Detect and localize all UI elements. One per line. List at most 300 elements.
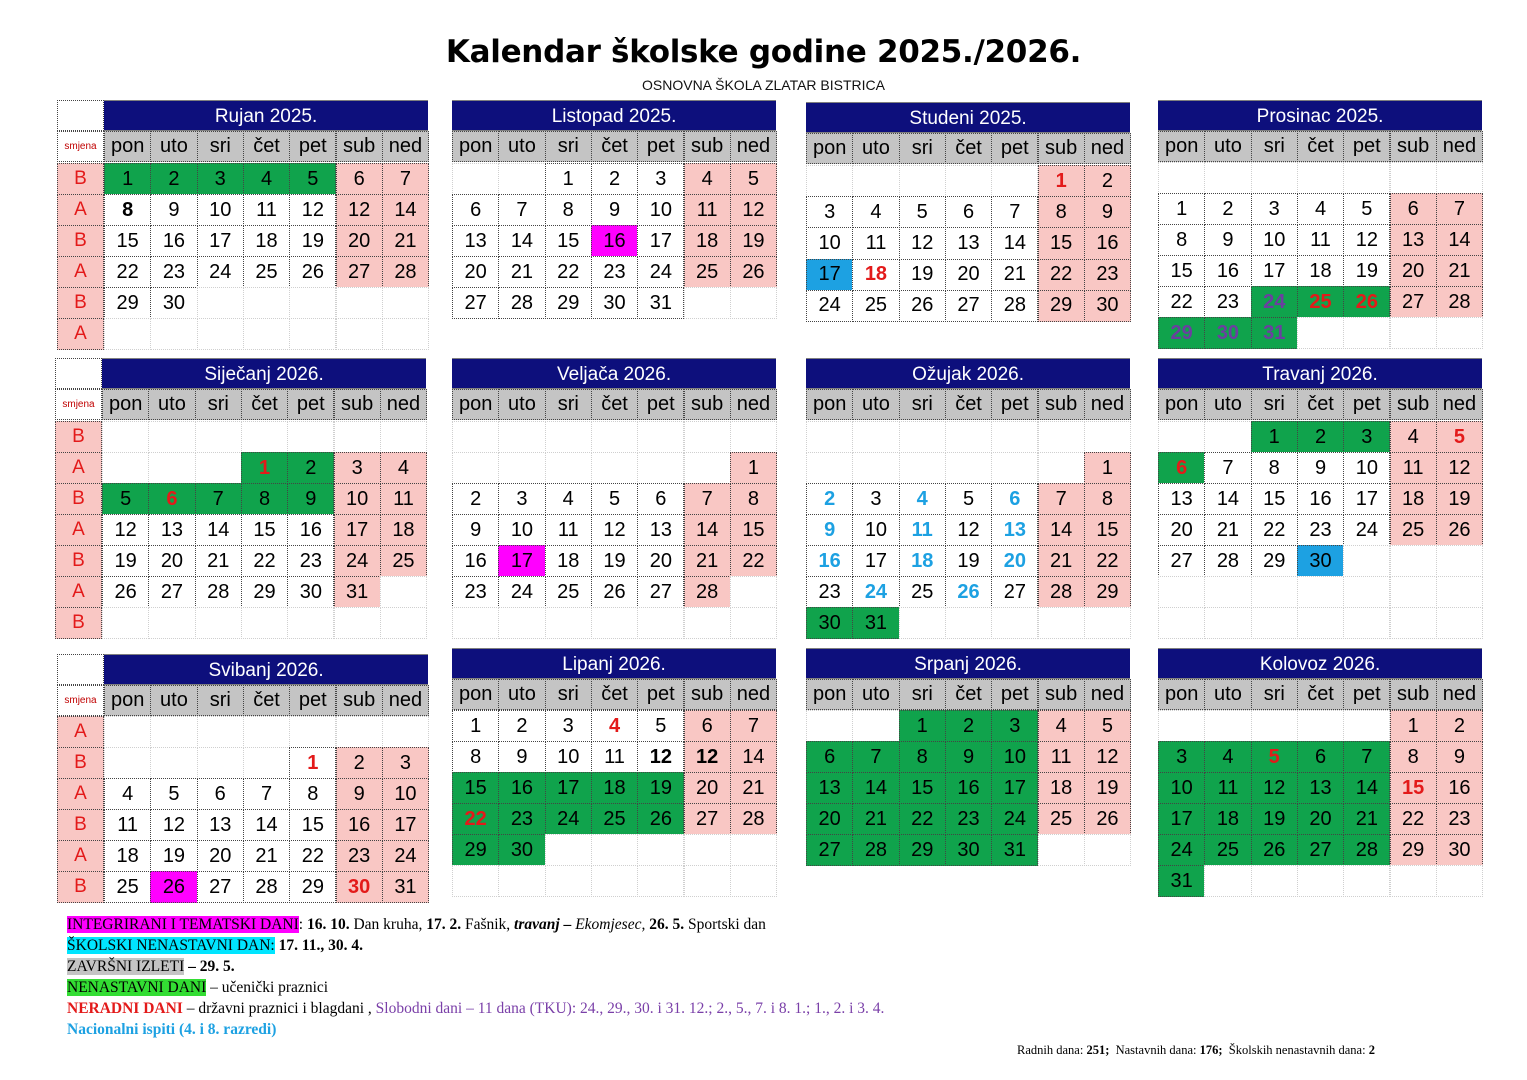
day-cell: 6 — [197, 778, 244, 810]
day-cell: 19 — [730, 225, 777, 257]
day-cell: 5 — [289, 163, 336, 195]
empty-cell — [334, 421, 381, 453]
day-cell: 14 — [730, 741, 777, 773]
day-cell: 31 — [382, 871, 429, 903]
day-cell: 30 — [150, 287, 197, 319]
shift-header: smjena — [55, 389, 102, 420]
empty-cell — [1297, 576, 1344, 608]
day-cell: 25 — [1297, 286, 1344, 318]
day-cell: 5 — [945, 483, 992, 515]
weekday-header: sub — [1038, 133, 1085, 164]
legend-text: Fašnik, — [461, 916, 515, 933]
day-cell: 17 — [1343, 483, 1390, 515]
day-cell: 28 — [498, 287, 545, 319]
weekday-header: sub — [1390, 131, 1437, 162]
empty-cell — [899, 607, 946, 639]
empty-cell — [243, 747, 290, 779]
empty-cell — [104, 747, 151, 779]
empty-cell — [1436, 545, 1483, 577]
weekday-header: pet — [991, 133, 1038, 164]
day-cell: 22 — [1038, 259, 1085, 291]
day-cell: 16 — [591, 225, 638, 257]
day-cell: 15 — [1390, 772, 1437, 804]
day-cell: 18 — [243, 225, 290, 257]
stats-value: 251 — [1086, 1043, 1106, 1057]
day-cell: 26 — [591, 576, 638, 608]
empty-cell — [382, 716, 429, 748]
day-cell: 28 — [1038, 576, 1085, 608]
day-cell: 17 — [1158, 803, 1205, 835]
day-cell: 30 — [498, 834, 545, 866]
day-cell: 2 — [287, 452, 334, 484]
day-cell: 1 — [1038, 165, 1085, 197]
day-cell: 8 — [545, 194, 592, 226]
weekday-header: pet — [1343, 389, 1390, 420]
empty-cell — [545, 834, 592, 866]
shift-corner — [57, 100, 104, 131]
day-cell: 10 — [1251, 224, 1298, 256]
empty-cell — [336, 716, 383, 748]
day-cell: 11 — [1204, 772, 1251, 804]
day-cell: 11 — [684, 194, 731, 226]
day-cell: 24 — [806, 290, 853, 322]
day-cell: 31 — [334, 576, 381, 608]
empty-cell — [1343, 576, 1390, 608]
weekday-header: sub — [684, 679, 731, 710]
day-cell: 18 — [1204, 803, 1251, 835]
empty-cell — [1084, 607, 1131, 639]
day-cell: 10 — [197, 194, 244, 226]
empty-cell — [452, 865, 499, 897]
empty-cell — [195, 607, 242, 639]
day-cell: 12 — [637, 741, 684, 773]
day-cell: 25 — [243, 256, 290, 288]
empty-cell — [334, 607, 381, 639]
day-cell: 23 — [806, 576, 853, 608]
empty-cell — [730, 421, 777, 453]
day-cell: 9 — [1297, 452, 1344, 484]
day-cell: 21 — [1204, 514, 1251, 546]
day-cell: 12 — [1343, 224, 1390, 256]
empty-cell — [336, 318, 383, 350]
weekday-header: čet — [243, 685, 290, 716]
empty-cell — [1297, 607, 1344, 639]
day-cell: 27 — [197, 871, 244, 903]
day-cell: 18 — [852, 259, 899, 291]
day-cell: 14 — [382, 194, 429, 226]
day-cell: 1 — [289, 747, 336, 779]
day-cell: 6 — [806, 741, 853, 773]
empty-cell — [806, 165, 853, 197]
stats-label: Radnih dana: — [1017, 1043, 1087, 1057]
day-cell: 21 — [498, 256, 545, 288]
shift-cell: A — [57, 778, 104, 810]
month-header: Travanj 2026. — [1158, 358, 1482, 389]
day-cell: 5 — [150, 778, 197, 810]
empty-cell — [591, 421, 638, 453]
day-cell: 19 — [1251, 803, 1298, 835]
empty-cell — [1343, 162, 1390, 194]
legend-national-exams — [67, 1021, 276, 1039]
day-cell: 5 — [1343, 193, 1390, 225]
day-cell: 17 — [334, 514, 381, 546]
day-cell: 17 — [1251, 255, 1298, 287]
legend-text: Dan kruha, — [349, 916, 427, 933]
empty-cell — [148, 421, 195, 453]
day-cell: 12 — [945, 514, 992, 546]
day-cell: 10 — [852, 514, 899, 546]
weekday-header: pon — [104, 685, 151, 716]
day-cell: 24 — [382, 840, 429, 872]
day-cell: 30 — [806, 607, 853, 639]
day-cell: 28 — [991, 290, 1038, 322]
day-cell: 22 — [1251, 514, 1298, 546]
day-cell: 8 — [1251, 452, 1298, 484]
day-cell: 6 — [1158, 452, 1205, 484]
day-cell: 4 — [1204, 741, 1251, 773]
day-cell: 14 — [684, 514, 731, 546]
stats-label: Nastavnih dana: — [1115, 1043, 1200, 1057]
day-cell: 9 — [452, 514, 499, 546]
day-cell: 21 — [991, 259, 1038, 291]
weekday-header: sub — [1390, 679, 1437, 710]
month-header: Ožujak 2026. — [806, 358, 1130, 389]
empty-cell — [637, 834, 684, 866]
shift-corner — [57, 654, 104, 685]
empty-cell — [1158, 162, 1205, 194]
day-cell: 31 — [991, 834, 1038, 866]
empty-cell — [806, 421, 853, 453]
weekday-header: uto — [1204, 131, 1251, 162]
day-cell: 4 — [684, 163, 731, 195]
empty-cell — [591, 452, 638, 484]
day-cell: 25 — [1038, 803, 1085, 835]
empty-cell — [241, 421, 288, 453]
day-cell: 17 — [545, 772, 592, 804]
day-cell: 10 — [806, 227, 853, 259]
day-cell: 25 — [852, 290, 899, 322]
day-cell: 6 — [991, 483, 1038, 515]
day-cell: 8 — [899, 741, 946, 773]
empty-cell — [104, 318, 151, 350]
day-cell: 8 — [452, 741, 499, 773]
day-cell: 20 — [148, 545, 195, 577]
weekday-header: pet — [289, 685, 336, 716]
day-cell: 20 — [336, 225, 383, 257]
empty-cell — [1390, 865, 1437, 897]
day-cell: 20 — [1158, 514, 1205, 546]
weekday-header: sub — [684, 389, 731, 420]
empty-cell — [1251, 162, 1298, 194]
weekday-header: uto — [852, 389, 899, 420]
weekday-header: sub — [1390, 389, 1437, 420]
empty-cell — [1158, 607, 1205, 639]
day-cell: 1 — [1084, 452, 1131, 484]
weekday-header: čet — [945, 389, 992, 420]
day-cell: 25 — [591, 803, 638, 835]
day-cell: 13 — [1390, 224, 1437, 256]
empty-cell — [991, 452, 1038, 484]
day-cell: 26 — [150, 871, 197, 903]
day-cell: 9 — [806, 514, 853, 546]
shift-cell: A — [57, 840, 104, 872]
weekday-header: pon — [806, 389, 853, 420]
weekday-header: ned — [730, 389, 777, 420]
month-header: Listopad 2025. — [452, 100, 776, 131]
day-cell: 19 — [1343, 255, 1390, 287]
day-cell: 28 — [1436, 286, 1483, 318]
empty-cell — [591, 865, 638, 897]
day-cell: 7 — [243, 778, 290, 810]
empty-cell — [1204, 710, 1251, 742]
day-cell: 5 — [102, 483, 149, 515]
empty-cell — [945, 607, 992, 639]
day-cell: 15 — [730, 514, 777, 546]
day-cell: 24 — [637, 256, 684, 288]
day-cell: 6 — [1297, 741, 1344, 773]
day-cell: 17 — [991, 772, 1038, 804]
empty-cell — [945, 165, 992, 197]
day-cell: 9 — [591, 194, 638, 226]
stats-value: 2 — [1368, 1043, 1375, 1057]
day-cell: 19 — [899, 259, 946, 291]
empty-cell — [1251, 710, 1298, 742]
weekday-header: sri — [197, 131, 244, 162]
weekday-header: ned — [1084, 389, 1131, 420]
day-cell: 20 — [806, 803, 853, 835]
day-cell: 21 — [852, 803, 899, 835]
day-cell: 7 — [684, 483, 731, 515]
empty-cell — [150, 318, 197, 350]
day-cell: 4 — [1038, 710, 1085, 742]
day-cell: 9 — [498, 741, 545, 773]
day-cell: 7 — [991, 196, 1038, 228]
day-cell: 27 — [637, 576, 684, 608]
empty-cell — [287, 421, 334, 453]
day-cell: 2 — [1297, 421, 1344, 453]
day-cell: 9 — [1436, 741, 1483, 773]
day-cell: 6 — [637, 483, 684, 515]
day-cell: 24 — [498, 576, 545, 608]
day-cell: 5 — [637, 710, 684, 742]
day-cell: 13 — [1158, 483, 1205, 515]
weekday-header: pet — [1343, 679, 1390, 710]
weekday-header: pet — [637, 389, 684, 420]
weekday-header: ned — [1084, 133, 1131, 164]
day-cell: 15 — [452, 772, 499, 804]
day-cell: 27 — [1390, 286, 1437, 318]
empty-cell — [545, 865, 592, 897]
shift-cell: A — [57, 716, 104, 748]
day-cell: 23 — [452, 576, 499, 608]
day-cell: 13 — [148, 514, 195, 546]
day-cell: 23 — [498, 803, 545, 835]
weekday-header: pon — [1158, 131, 1205, 162]
empty-cell — [1251, 607, 1298, 639]
empty-cell — [380, 576, 427, 608]
day-cell: 18 — [545, 545, 592, 577]
weekday-header: čet — [591, 131, 638, 162]
day-cell: 11 — [899, 514, 946, 546]
day-cell: 2 — [1204, 193, 1251, 225]
empty-cell — [1436, 607, 1483, 639]
day-cell: 29 — [1038, 290, 1085, 322]
day-cell: 1 — [1390, 710, 1437, 742]
day-cell: 5 — [1084, 710, 1131, 742]
empty-cell — [545, 452, 592, 484]
legend-text: Ekomjesec, — [575, 916, 650, 933]
shift-cell: A — [57, 256, 104, 288]
empty-cell — [197, 747, 244, 779]
day-cell: 15 — [1084, 514, 1131, 546]
day-cell: 20 — [1390, 255, 1437, 287]
weekday-header: uto — [150, 685, 197, 716]
day-cell: 4 — [591, 710, 638, 742]
shift-cell: B — [57, 809, 104, 841]
day-cell: 29 — [1251, 545, 1298, 577]
legend-text: : — [298, 916, 307, 933]
day-cell: 16 — [1297, 483, 1344, 515]
day-cell: 5 — [591, 483, 638, 515]
day-cell: 7 — [1436, 193, 1483, 225]
shift-corner — [55, 358, 102, 389]
day-cell: 22 — [730, 545, 777, 577]
day-cell: 7 — [1038, 483, 1085, 515]
day-cell: 18 — [899, 545, 946, 577]
day-cell: 6 — [945, 196, 992, 228]
day-cell: 1 — [730, 452, 777, 484]
empty-cell — [1251, 576, 1298, 608]
day-cell: 30 — [1084, 290, 1131, 322]
weekday-header: pon — [452, 679, 499, 710]
empty-cell — [1436, 162, 1483, 194]
day-cell: 14 — [498, 225, 545, 257]
empty-cell — [1158, 421, 1205, 453]
day-cell: 23 — [591, 256, 638, 288]
day-cell: 15 — [899, 772, 946, 804]
empty-cell — [197, 287, 244, 319]
empty-cell — [730, 576, 777, 608]
empty-cell — [1204, 162, 1251, 194]
weekday-header: sri — [545, 679, 592, 710]
day-cell: 23 — [287, 545, 334, 577]
day-cell: 18 — [684, 225, 731, 257]
day-cell: 1 — [104, 163, 151, 195]
day-cell: 19 — [591, 545, 638, 577]
day-cell: 12 — [102, 514, 149, 546]
empty-cell — [1204, 607, 1251, 639]
empty-cell — [241, 607, 288, 639]
empty-cell — [1084, 421, 1131, 453]
weekday-header: pon — [104, 131, 151, 162]
weekday-header: pon — [452, 131, 499, 162]
day-cell: 19 — [637, 772, 684, 804]
weekday-header: ned — [730, 679, 777, 710]
day-cell: 30 — [1436, 834, 1483, 866]
weekday-header: čet — [243, 131, 290, 162]
day-cell: 16 — [452, 545, 499, 577]
day-cell: 12 — [1251, 772, 1298, 804]
day-cell: 1 — [545, 163, 592, 195]
weekday-header: sri — [899, 133, 946, 164]
day-cell: 16 — [945, 772, 992, 804]
day-cell: 1 — [1158, 193, 1205, 225]
shift-header: smjena — [57, 685, 104, 716]
day-cell: 7 — [730, 710, 777, 742]
day-cell: 21 — [684, 545, 731, 577]
day-cell: 31 — [852, 607, 899, 639]
stats-separator: ; — [1218, 1043, 1223, 1057]
day-cell: 22 — [104, 256, 151, 288]
empty-cell — [197, 318, 244, 350]
day-cell: 16 — [1204, 255, 1251, 287]
day-cell: 25 — [1204, 834, 1251, 866]
day-cell: 2 — [150, 163, 197, 195]
day-cell: 18 — [380, 514, 427, 546]
weekday-header: ned — [1436, 679, 1483, 710]
day-cell: 3 — [545, 710, 592, 742]
empty-cell — [1436, 317, 1483, 349]
empty-cell — [1297, 317, 1344, 349]
day-cell: 4 — [852, 196, 899, 228]
day-cell: 27 — [991, 576, 1038, 608]
shift-cell: A — [57, 194, 104, 226]
day-cell: 1 — [452, 710, 499, 742]
day-cell: 8 — [730, 483, 777, 515]
weekday-header: sri — [899, 389, 946, 420]
day-cell: 11 — [243, 194, 290, 226]
empty-cell — [1038, 421, 1085, 453]
day-cell: 10 — [1343, 452, 1390, 484]
day-cell: 21 — [730, 772, 777, 804]
weekday-header: pon — [806, 679, 853, 710]
day-cell: 14 — [852, 772, 899, 804]
day-cell: 24 — [1158, 834, 1205, 866]
weekday-header: čet — [1297, 389, 1344, 420]
weekday-header: uto — [498, 679, 545, 710]
day-cell: 5 — [1251, 741, 1298, 773]
day-cell: 7 — [498, 194, 545, 226]
day-cell: 25 — [104, 871, 151, 903]
day-cell: 28 — [684, 576, 731, 608]
day-cell: 7 — [195, 483, 242, 515]
day-cell: 2 — [591, 163, 638, 195]
day-cell: 20 — [991, 545, 1038, 577]
empty-cell — [684, 834, 731, 866]
empty-cell — [1297, 162, 1344, 194]
day-cell: 29 — [289, 871, 336, 903]
day-cell: 29 — [1084, 576, 1131, 608]
day-cell: 11 — [591, 741, 638, 773]
day-cell: 27 — [806, 834, 853, 866]
empty-cell — [899, 452, 946, 484]
day-cell: 21 — [243, 840, 290, 872]
weekday-header: uto — [148, 389, 195, 420]
day-cell: 17 — [382, 809, 429, 841]
day-cell: 19 — [945, 545, 992, 577]
day-cell: 24 — [334, 545, 381, 577]
empty-cell — [452, 421, 499, 453]
day-cell: 22 — [1084, 545, 1131, 577]
legend-integrated-label: INTEGRIRANI I TEMATSKI DANI — [67, 916, 299, 933]
day-cell: 20 — [1297, 803, 1344, 835]
weekday-header: ned — [1084, 679, 1131, 710]
day-cell: 6 — [336, 163, 383, 195]
day-cell: 27 — [684, 803, 731, 835]
empty-cell — [852, 710, 899, 742]
day-cell: 18 — [1038, 772, 1085, 804]
day-cell: 24 — [1251, 286, 1298, 318]
